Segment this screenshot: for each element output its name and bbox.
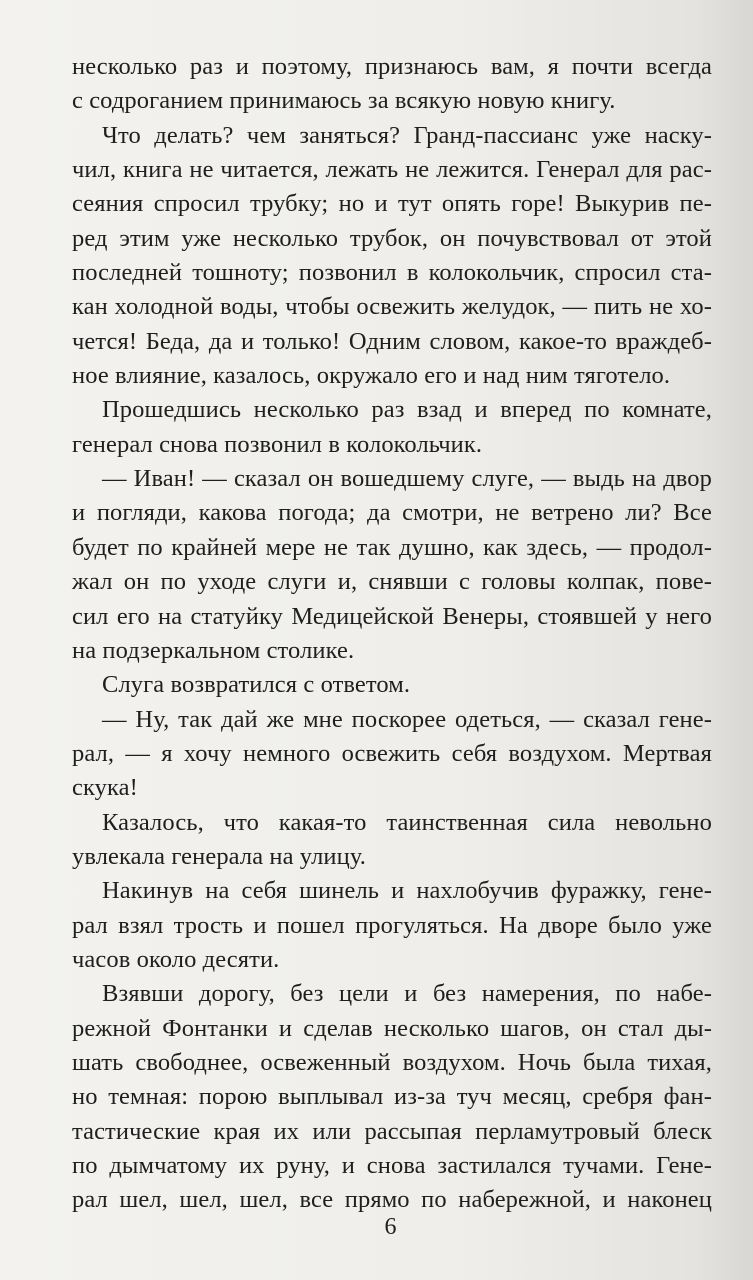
text-line: чется! Беда, да и только! Одним словом, какое-то враждеб- [72,327,712,355]
text-line: и погляди, какова погода; да смотри, не ветрено ли? Все [72,499,712,527]
text-line: сеяния спросил трубку; но и тут опять горе! Выкурив пе- [72,190,712,218]
text-line: тастические края их или рассыпая перламутровый блеск [72,1117,712,1145]
text-line: Прошедшись несколько раз взад и вперед по комнате, [102,396,712,424]
text-line: на подзеркальном столике. [72,636,355,664]
text-line: Взявши дорогу, без цели и без намерения, по набе- [102,980,712,1008]
text-line: — Ну, так дай же мне поскорее одеться, — сказал гене- [102,705,712,733]
text-line: ред этим уже несколько трубок, он почувствовал от этой [72,224,712,252]
text-line: сил его на статуйку Медицейской Венеры, стоявшей у него [72,602,712,630]
text-line: кан холодной воды, чтобы освежить желудок, — пить не хо- [72,293,712,321]
text-line: Слуга возвратился с ответом. [102,671,411,699]
text-line: чил, книга не читается, лежать не лежится. Генерал для рас- [72,156,712,184]
text-line: Накинув на себя шинель и нахлобучив фуражку, гене- [102,877,712,905]
text-line: рал взял трость и пошел прогуляться. На дворе было уже [72,911,712,939]
text-line: увлекала генерала на улицу. [72,842,366,870]
page-text [72,50,712,1218]
text-line: режной Фонтанки и сделав несколько шагов, он стал ды- [72,1014,712,1042]
text-line: несколько раз и поэтому, признаюсь вам, я почти всегда [72,53,712,80]
text-line: будет по крайней мере не так душно, как здесь, — продол- [72,533,712,561]
text-line: часов около десяти. [72,945,280,973]
text-line: Казалось, что какая-то таинственная сила невольно [102,808,712,836]
text-line: последней тошноту; позвонил в колокольчик, спросил ста- [72,259,712,287]
page-number: 6 [384,1214,397,1240]
text-line: генерал снова позвонил в колокольчик. [72,430,483,458]
text-line: шать свободнее, освеженный воздухом. Ночь была тихая, [72,1048,712,1076]
text-line: ное влияние, казалось, окружало его и над ним тяготело. [72,362,671,390]
text-line: рал, — я хочу немного освежить себя воздухом. Мертвая [72,739,712,767]
text-line: жал он по уходе слуги и, снявши с головы колпак, пове- [72,568,712,596]
text-line: но темная: порою выплывал из-за туч месяц, сребря фан- [72,1083,712,1111]
text-line: Что делать? чем заняться? Гранд-пассианс уже наску- [102,121,712,149]
text-line: скука! [72,774,138,802]
text-line: с содроганием принимаюсь за всякую новую книгу. [72,87,616,115]
text-line: — Иван! — сказал он вошедшему слуге, — выдь на двор [102,465,712,493]
text-line: рал шел, шел, шел, все прямо по набережной, и наконец [72,1186,712,1214]
text-line: по дымчатому их руну, и снова застилался тучами. Гене- [72,1152,712,1179]
